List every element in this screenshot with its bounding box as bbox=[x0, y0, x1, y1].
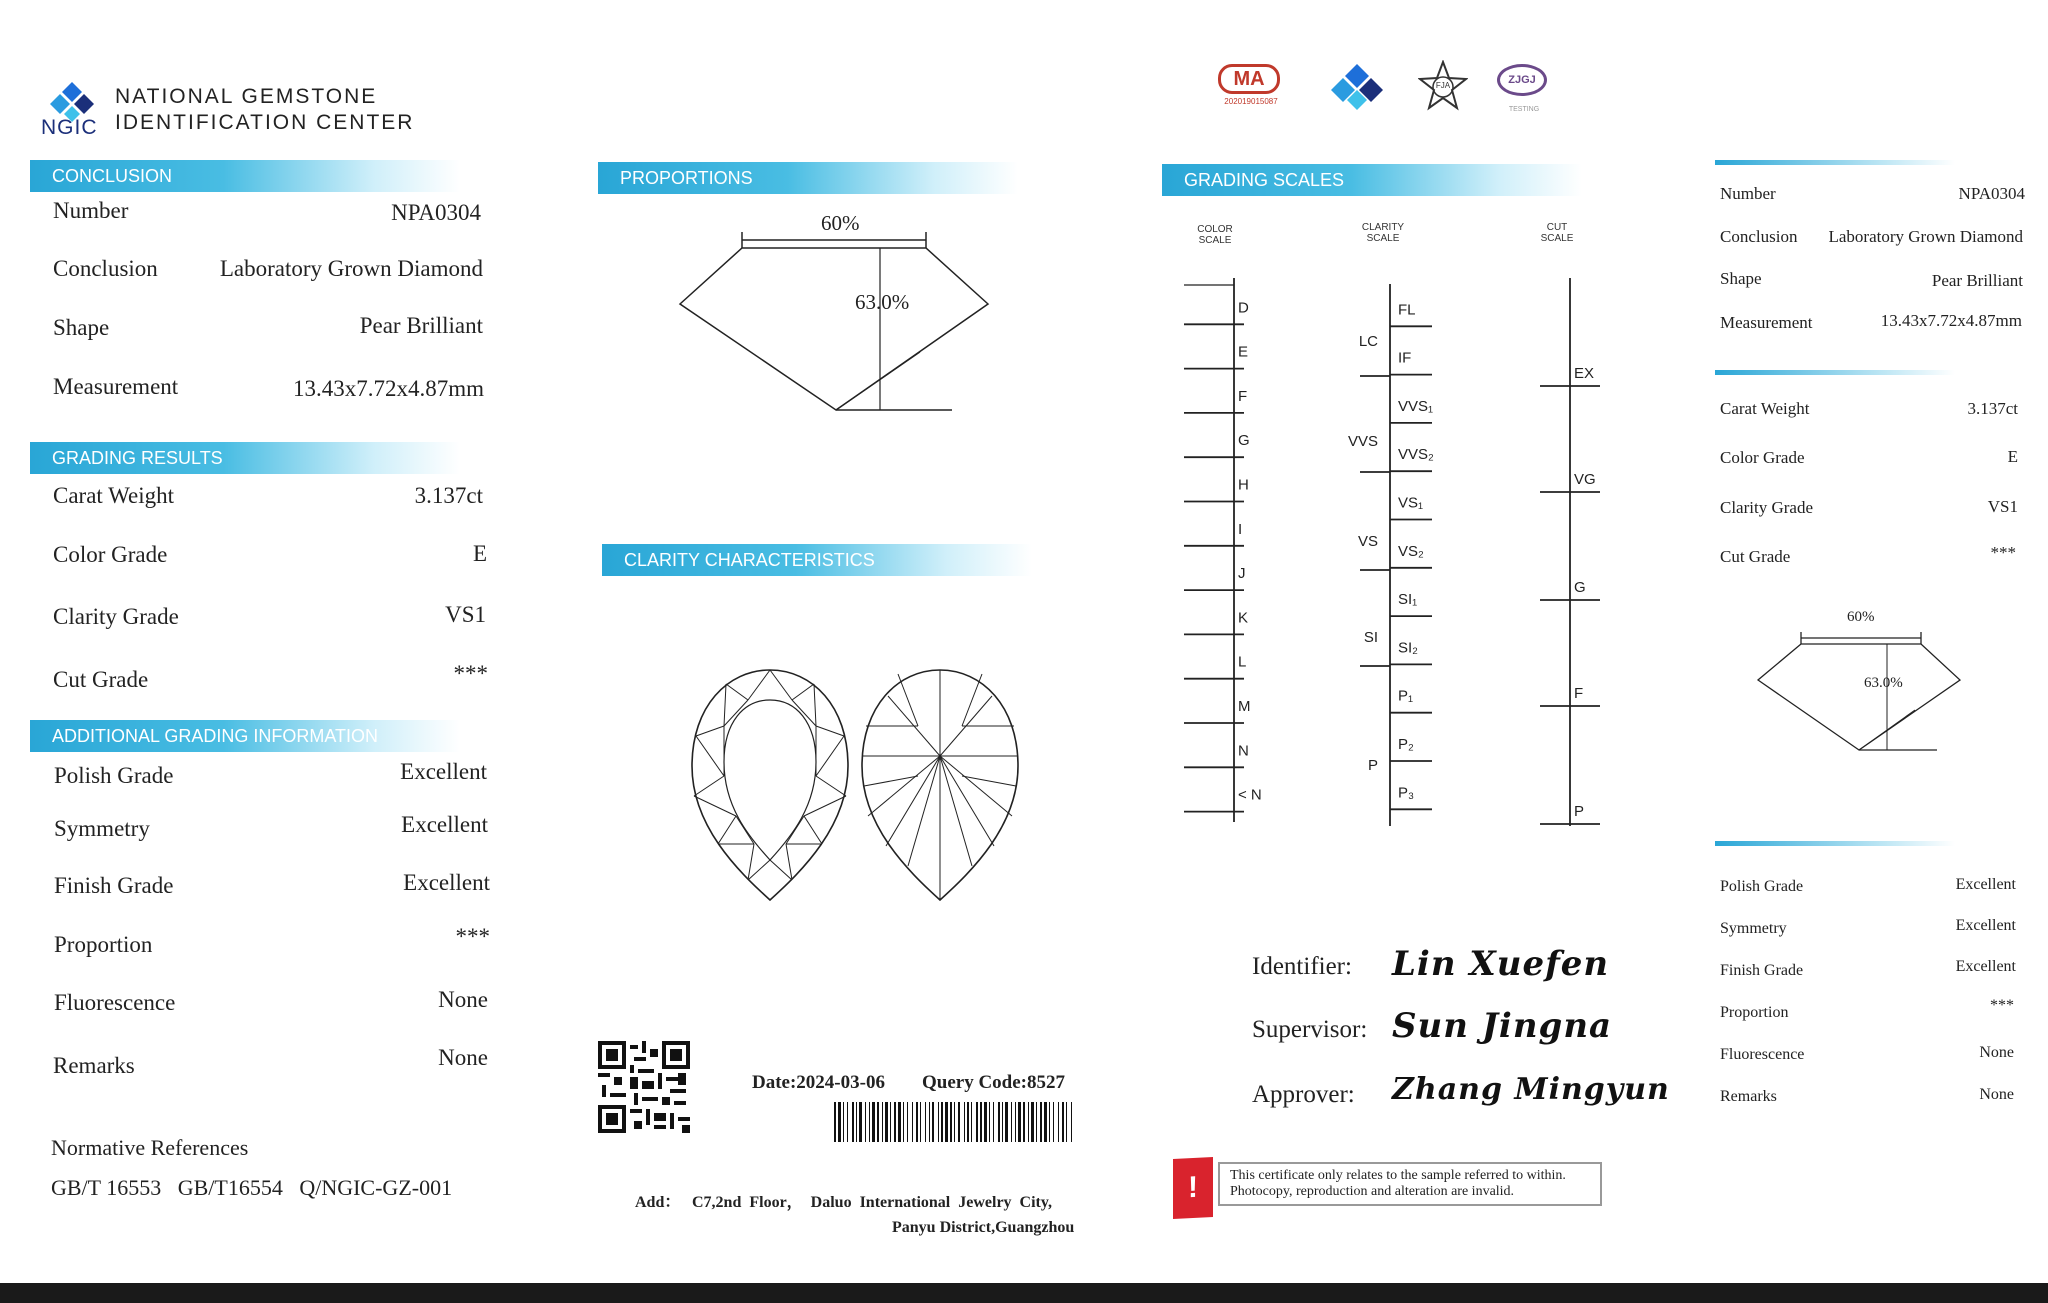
clarity-grade-VS2: VS₂ bbox=[1398, 542, 1424, 560]
summary-label-shape: Shape bbox=[1720, 269, 1762, 288]
color-grade-E: E bbox=[1238, 343, 1249, 361]
clarity-scale-title: CLARITY SCALE bbox=[1361, 222, 1405, 244]
summary-label-proportion: Proportion bbox=[1720, 1004, 1789, 1021]
section-header-proportions: PROPORTIONS bbox=[598, 162, 1018, 194]
summary-table-pct: 60% bbox=[1847, 609, 1875, 625]
section-header-conclusion: CONCLUSION bbox=[30, 160, 460, 192]
identifier-signature: Lin Xuefen bbox=[1392, 944, 1610, 984]
additional-label-polish: Polish Grade bbox=[54, 763, 174, 788]
zjgj-testing: TESTING bbox=[1508, 106, 1540, 113]
additional-label-symmetry: Symmetry bbox=[54, 816, 150, 841]
grading-value-carat: 3.137ct bbox=[414, 483, 483, 508]
address-line2: Panyu District,Guangzhou bbox=[892, 1219, 1075, 1236]
clarity-grade-P2: P₂ bbox=[1398, 736, 1414, 753]
color-grade-G: G bbox=[1238, 432, 1250, 450]
color-grade-F: F bbox=[1238, 387, 1248, 405]
qr-code-icon bbox=[598, 1041, 690, 1133]
page-bottom-edge bbox=[0, 1283, 2048, 1303]
clarity-grade-SI1: SI₁ bbox=[1398, 591, 1418, 609]
supervisor-signature: Sun Jingna bbox=[1392, 1006, 1613, 1046]
clarity-grade-VS1: VS₁ bbox=[1398, 494, 1424, 512]
clarity-grade-VVS2: VVS₂ bbox=[1398, 446, 1434, 464]
summary-label-fluorescence: Fluorescence bbox=[1720, 1046, 1805, 1063]
proportion-depth-pct: 63.0% bbox=[855, 290, 910, 314]
conclusion-label-conclusion: Conclusion bbox=[53, 256, 158, 281]
grading-label-carat: Carat Weight bbox=[53, 483, 174, 508]
conclusion-value-conclusion: Laboratory Grown Diamond bbox=[219, 256, 483, 281]
summary-value-clarity: VS1 bbox=[1987, 497, 2018, 516]
cut-grade-G: G bbox=[1574, 579, 1586, 596]
ngic-badge-icon bbox=[1327, 62, 1387, 114]
summary-value-fluorescence: None bbox=[1979, 1044, 2014, 1061]
additional-value-proportion: *** bbox=[455, 924, 490, 949]
barcode-icon bbox=[832, 1102, 1075, 1142]
color-scale-title: COLOR SCALE bbox=[1197, 224, 1233, 246]
summary-depth-pct: 63.0% bbox=[1864, 675, 1903, 691]
clarity-group-LC: LC bbox=[1358, 333, 1378, 350]
color-grade-ltltN: < N bbox=[1238, 786, 1262, 804]
cma-mark: MA bbox=[1218, 64, 1280, 94]
clarity-grade-P3: P₃ bbox=[1398, 784, 1415, 802]
clarity-group-VVS: VVS bbox=[1347, 433, 1378, 450]
additional-label-proportion: Proportion bbox=[54, 932, 153, 957]
summary-label-cut: Cut Grade bbox=[1720, 547, 1791, 566]
cut-scale-title: CUT SCALE bbox=[1540, 222, 1574, 244]
conclusion-value-shape: Pear Brilliant bbox=[359, 313, 483, 338]
clarity-group-P: P bbox=[1367, 757, 1378, 774]
summary-divider-3 bbox=[1715, 841, 1955, 846]
summary-value-conclusion: Laboratory Grown Diamond bbox=[1828, 227, 2023, 246]
summary-label-measurement: Measurement bbox=[1720, 313, 1813, 332]
ngic-logo-text: NGIC bbox=[41, 116, 98, 139]
grading-value-clarity: VS1 bbox=[445, 602, 486, 627]
additional-label-remarks: Remarks bbox=[53, 1053, 135, 1078]
additional-label-finish: Finish Grade bbox=[54, 873, 174, 898]
summary-divider-2 bbox=[1715, 370, 1955, 375]
summary-label-conclusion: Conclusion bbox=[1720, 227, 1798, 246]
normative-refs: GB/T 16553 GB/T16554 Q/NGIC-GZ-001 bbox=[51, 1175, 453, 1200]
cut-grade-EX: EX bbox=[1574, 365, 1595, 382]
grading-value-cut: *** bbox=[453, 661, 488, 686]
conclusion-value-measurement: 13.43x7.72x4.87mm bbox=[292, 376, 484, 401]
summary-divider-1 bbox=[1715, 160, 1955, 165]
clarity-plot-crown bbox=[688, 666, 853, 906]
clarity-grade-IF: IF bbox=[1398, 349, 1412, 367]
summary-value-symmetry: Excellent bbox=[1955, 917, 2016, 934]
color-grade-K: K bbox=[1238, 609, 1249, 627]
warning-icon: ! bbox=[1173, 1157, 1213, 1219]
color-grade-I: I bbox=[1238, 520, 1243, 538]
summary-value-carat: 3.137ct bbox=[1967, 399, 2018, 418]
section-header-additional: ADDITIONAL GRADING INFORMATION bbox=[30, 720, 460, 752]
additional-label-fluorescence: Fluorescence bbox=[54, 990, 176, 1015]
summary-value-measurement: 13.43x7.72x4.87mm bbox=[1880, 311, 2022, 330]
summary-proportion-diagram bbox=[1755, 610, 1965, 760]
approver-signature: Zhang Mingyun bbox=[1392, 1072, 1670, 1107]
summary-value-shape: Pear Brilliant bbox=[1931, 271, 2023, 290]
clarity-group-SI: SI bbox=[1363, 629, 1378, 646]
grading-value-color: E bbox=[472, 541, 487, 566]
issue-date: Date:2024-03-06 bbox=[752, 1072, 885, 1093]
supervisor-role: Supervisor: bbox=[1252, 1016, 1368, 1043]
identifier-role: Identifier: bbox=[1252, 953, 1352, 980]
clarity-grade-FL: FL bbox=[1398, 301, 1416, 319]
clarity-plot-pavilion bbox=[858, 666, 1023, 906]
summary-value-polish: Excellent bbox=[1955, 876, 2016, 893]
proportion-table-pct: 60% bbox=[818, 211, 863, 236]
summary-value-number: NPA0304 bbox=[1958, 184, 2025, 203]
color-grade-J: J bbox=[1238, 565, 1246, 583]
org-name-line2: IDENTIFICATION CENTER bbox=[115, 111, 415, 134]
section-header-grading-scales: GRADING SCALES bbox=[1162, 164, 1582, 196]
additional-value-finish: Excellent bbox=[403, 870, 490, 895]
summary-label-finish: Finish Grade bbox=[1720, 962, 1804, 979]
additional-value-symmetry: Excellent bbox=[401, 812, 488, 837]
grading-label-cut: Cut Grade bbox=[53, 667, 149, 692]
color-grade-M: M bbox=[1238, 698, 1251, 715]
query-code: Query Code:8527 bbox=[922, 1072, 1066, 1093]
qr-code[interactable] bbox=[598, 1041, 690, 1133]
org-name-line1: NATIONAL GEMSTONE bbox=[115, 85, 378, 108]
grading-scales-chart bbox=[1170, 270, 1610, 830]
cma-badge bbox=[1218, 64, 1284, 120]
conclusion-value-number: NPA0304 bbox=[391, 200, 481, 225]
section-header-grading-results: GRADING RESULTS bbox=[30, 442, 460, 474]
fja-badge bbox=[1418, 60, 1468, 112]
color-grade-D: D bbox=[1238, 299, 1249, 317]
cut-grade-VG: VG bbox=[1574, 471, 1596, 488]
zjgj-badge bbox=[1497, 64, 1551, 124]
clarity-grade-P1: P₁ bbox=[1398, 687, 1414, 705]
fja-label: FJA bbox=[1435, 81, 1451, 90]
summary-label-carat: Carat Weight bbox=[1720, 399, 1810, 418]
conclusion-label-shape: Shape bbox=[53, 315, 110, 340]
color-grade-L: L bbox=[1238, 653, 1247, 671]
summary-label-polish: Polish Grade bbox=[1720, 878, 1804, 895]
zjgj-oval: ZJGJ bbox=[1497, 64, 1547, 96]
clarity-grade-SI2: SI₂ bbox=[1398, 639, 1418, 657]
summary-value-proportion: *** bbox=[1990, 997, 2014, 1014]
section-header-clarity: CLARITY CHARACTERISTICS bbox=[602, 544, 1032, 576]
color-grade-H: H bbox=[1238, 476, 1249, 494]
grading-label-clarity: Clarity Grade bbox=[53, 604, 179, 629]
proportion-diagram bbox=[670, 212, 1000, 422]
summary-value-color: E bbox=[2007, 447, 2018, 466]
summary-value-cut: *** bbox=[1990, 543, 2016, 562]
conclusion-label-number: Number bbox=[53, 198, 129, 223]
summary-value-remarks: None bbox=[1979, 1086, 2014, 1103]
summary-label-color: Color Grade bbox=[1720, 448, 1805, 467]
summary-label-remarks: Remarks bbox=[1720, 1088, 1777, 1105]
summary-label-number: Number bbox=[1720, 184, 1776, 203]
cut-grade-P: P bbox=[1574, 803, 1585, 820]
disclaimer: This certificate only relates to the sample referred to within. Photocopy, reproduction and alteration are invalid. bbox=[1218, 1162, 1602, 1206]
summary-label-symmetry: Symmetry bbox=[1720, 920, 1787, 937]
additional-value-polish: Excellent bbox=[400, 759, 487, 784]
normative-title: Normative References bbox=[51, 1135, 249, 1160]
conclusion-label-measurement: Measurement bbox=[53, 374, 179, 399]
additional-value-remarks: None bbox=[438, 1045, 488, 1070]
barcode[interactable] bbox=[832, 1102, 1075, 1142]
color-grade-N: N bbox=[1238, 742, 1249, 760]
summary-value-finish: Excellent bbox=[1955, 958, 2016, 975]
cut-grade-F: F bbox=[1574, 685, 1584, 702]
summary-label-clarity: Clarity Grade bbox=[1720, 498, 1813, 517]
cma-number: 202019015087 bbox=[1224, 97, 1278, 106]
address-line1: C7,2nd Floor， Daluo International Jewelry City, bbox=[692, 1194, 1052, 1211]
approver-role: Approver: bbox=[1252, 1081, 1355, 1108]
address-label: Add： bbox=[635, 1194, 681, 1211]
clarity-grade-VVS1: VVS₁ bbox=[1398, 397, 1434, 415]
grading-label-color: Color Grade bbox=[53, 542, 168, 567]
clarity-group-VS: VS bbox=[1357, 533, 1378, 550]
additional-value-fluorescence: None bbox=[438, 987, 488, 1012]
